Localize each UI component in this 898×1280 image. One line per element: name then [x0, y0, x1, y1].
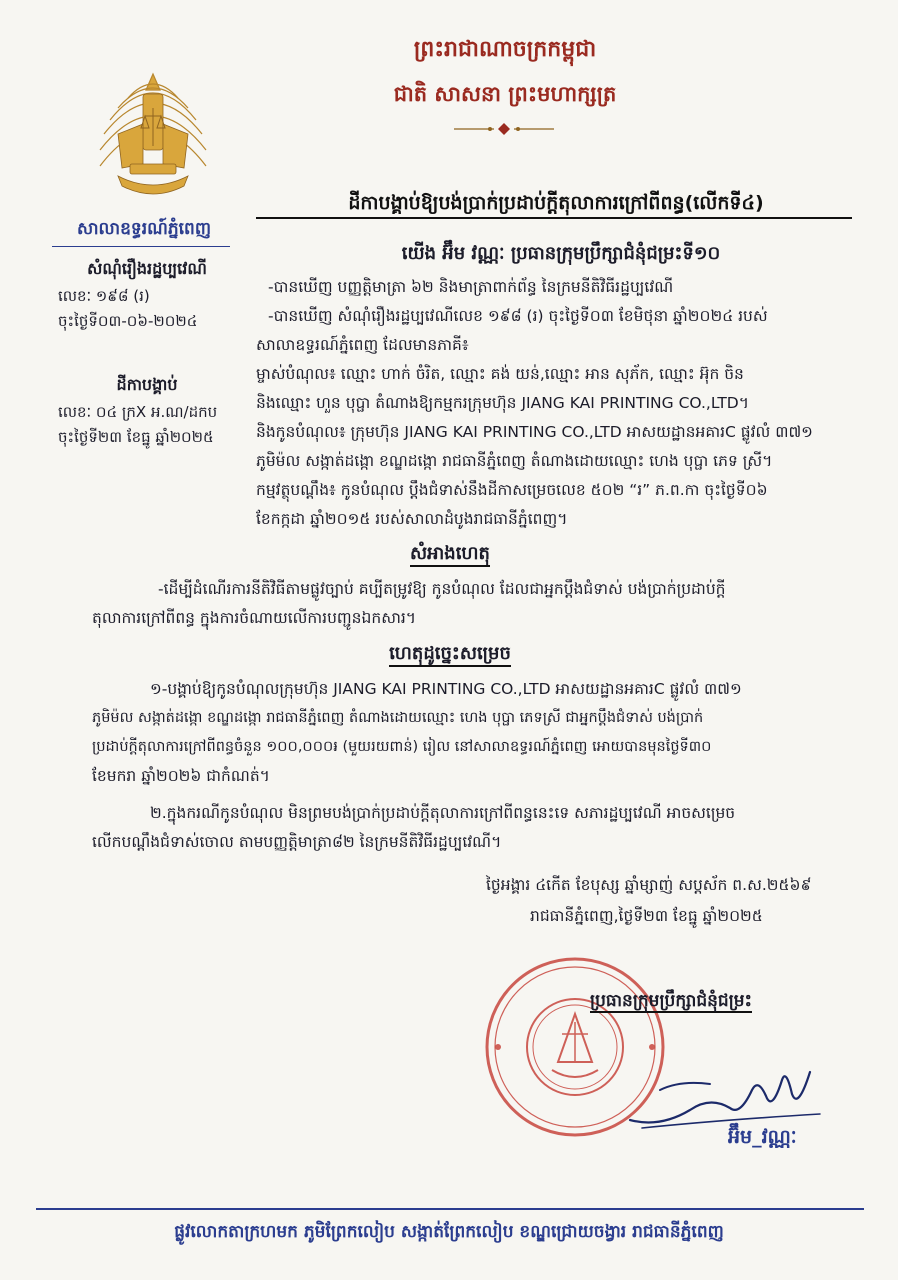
reasons-heading: [300, 540, 600, 568]
recital-line: ភូមិម៉ល សង្កាត់ដង្កោ ខណ្ឌដង្កោ រាជធានីភ្នំពេញ តំណាងដោយឈ្មោះ ហេង បុប្ផា ភេទ ស្រី។: [256, 452, 773, 470]
reason-line: -ដើម្បីដំណើរការនីតិវិធីតាមផ្លូវច្បាប់ គប្បីតម្រូវឱ្យ កូនបំណុល ដែលជាអ្នកប្តឹងជំទាស់ បង់ប្រាក់ប្រដាប់ក្តី: [158, 580, 726, 598]
judge-line: យើង អ៊ឹម វណ្ណៈ ប្រធានក្រុមប្រឹក្សាជំនុំជម្រះទី១០: [401, 243, 721, 264]
recital-line: -បានឃើញ បញ្ញត្តិមាត្រា ៦២ និងមាត្រាពាក់ព័ន្ធ នៃក្រមនីតិវិធីរដ្ឋប្បវេណី: [268, 278, 674, 296]
ornament-divider-icon: [452, 122, 556, 136]
recital-line: សាលាឧទ្ធរណ៍ភ្នំពេញ ដែលមានភាគី៖: [256, 336, 469, 354]
title-underline: [256, 217, 852, 219]
decision-line: ២.ក្នុងករណីកូនបំណុល មិនព្រមបង់ប្រាក់ប្រដាប់ក្តីតុលាការក្រៅពីពន្ធនេះទេ សភារដ្ឋប្បវេណី អាចសម្រេច: [150, 804, 736, 822]
decision-heading-text: ហេតុដូច្នេះសម្រេច: [389, 643, 511, 667]
case-file-title: សំណុំរឿងរដ្ឋប្បវេណី: [87, 259, 207, 278]
reasons-heading-text: សំអាងហេតុ: [410, 543, 490, 567]
recital-line: ខែកក្កដា ឆ្នាំ២០១៥ របស់សាលាដំបូងរាជធានីភ្នំពេញ។: [256, 510, 568, 528]
royal-coat-of-arms-icon: [88, 68, 218, 206]
signatory-name: អ៊ឹម_វណ្ណៈ: [728, 1126, 797, 1148]
case-date: ចុះថ្ងៃទី០៣-០៦-២០២៤: [58, 312, 198, 330]
decision-line: ភូមិម៉ល សង្កាត់ដង្កោ ខណ្ឌដង្កោ រាជធានីភ្នំពេញ តំណាងដោយឈ្មោះ ហេង បុប្ផា ភេទស្រី ជាអ្នកប្តឹងជំទាស់ បង់ប្រាក់: [92, 710, 704, 726]
decision-line: ខែមករា ឆ្នាំ២០២៦ ជាកំណត់។: [92, 767, 270, 785]
decision-heading: [300, 640, 600, 668]
lunar-date: ថ្ងៃអង្គារ ៤កើត ខែបុស្ស ឆ្នាំម្សាញ់ សប្តស័ក ព.ស.២៥៦៩: [486, 876, 812, 894]
footer-address: ផ្លូវលោកតាក្រហមក ភូមិព្រែកលៀប សង្កាត់ព្រែកលៀប ខណ្ឌជ្រោយចង្វារ រាជធានីភ្នំពេញ: [174, 1222, 724, 1242]
signatory-title-text: ប្រធានក្រុមប្រឹក្សាជំនុំជម្រះ: [590, 991, 753, 1011]
document-title: ដីកាបង្គាប់ឱ្យបង់ប្រាក់ប្រដាប់ក្តីតុលាការក្រៅពីពន្ធ(លើកទី៤): [348, 192, 764, 214]
decision-line: ១-បង្គាប់ឱ្យកូនបំណុលក្រុមហ៊ុន JIANG KAI PRINTING CO.,LTD អាសយដ្ឋានអគារC ផ្លូវលំ ៣៧១: [150, 680, 742, 698]
national-motto: ជាតិ សាសនា ព្រះមហាក្សត្រ: [393, 81, 617, 106]
footer-rule: [36, 1208, 864, 1210]
decision-line: ប្រដាប់ក្តីតុលាការក្រៅពីពន្ធចំនួន ១០០,០០០៛ (មួយរយពាន់) រៀល នៅសាលាឧទ្ធរណ៍ភ្នំពេញ អោយបានមុនថ្ងៃទី៣០: [92, 739, 712, 755]
recital-line: និងកូនបំណុល៖ ក្រុមហ៊ុន JIANG KAI PRINTING CO.,LTD អាសយដ្ឋានអគារC ផ្លូវលំ ៣៧១: [256, 423, 813, 441]
recital-line: -បានឃើញ សំណុំរឿងរដ្ឋប្បវេណីលេខ ១៩៨ (រ) ចុះថ្ងៃទី០៣ ខែមិថុនា ឆ្នាំ២០២៤ របស់: [268, 307, 768, 325]
recital-line: និងឈ្មោះ ហួន បុប្ផា តំណាងឱ្យកម្មករក្រុមហ៊ុន JIANG KAI PRINTING CO.,LTD។: [256, 394, 749, 412]
order-date: ចុះថ្ងៃទី២៣ ខែធ្នូ ឆ្នាំ២០២៥: [58, 428, 214, 446]
order-title: ដីកាបង្គាប់: [116, 375, 178, 394]
kingdom-heading: ព្រះរាជាណាចក្រកម្ពុជា: [413, 36, 597, 62]
decision-line: លើកបណ្តឹងជំទាស់ចោល តាមបញ្ញត្តិមាត្រា៨២ នៃក្រមនីតិវិធីរដ្ឋប្បវេណី។: [92, 833, 502, 851]
place-date: រាជធានីភ្នំពេញ,ថ្ងៃទី២៣ ខែធ្នូ ឆ្នាំ២០២៥: [530, 907, 763, 925]
signatory-title: [590, 988, 880, 1014]
order-number: លេខៈ ០៤ ក្រX អ.ណ/ដកប: [58, 403, 218, 421]
court-name: សាលាឧទ្ធរណ៍ភ្នំពេញ: [76, 219, 212, 239]
recital-line: កម្មវត្ថុបណ្តឹង៖ កូនបំណុល ប្តឹងជំទាស់នឹងដីកាសម្រេចលេខ ៥០២ “រ” ភ.ព.កា ចុះថ្ងៃទី០៦: [256, 481, 768, 499]
recital-line: ម្ចាស់បំណុល៖ ឈ្មោះ ហាក់ ចំរិត, ឈ្មោះ គង់ យន់,ឈ្មោះ អាន សុភ័ក, ឈ្មោះ អ៊ុក ចិន: [256, 365, 744, 383]
case-number: លេខៈ ១៩៨ (រ): [58, 287, 150, 305]
reason-line: តុលាការក្រៅពីពន្ធ ក្នុងការចំណាយលើការបញ្ជូនឯកសារ។: [92, 609, 417, 627]
court-name-underline: [52, 246, 230, 247]
